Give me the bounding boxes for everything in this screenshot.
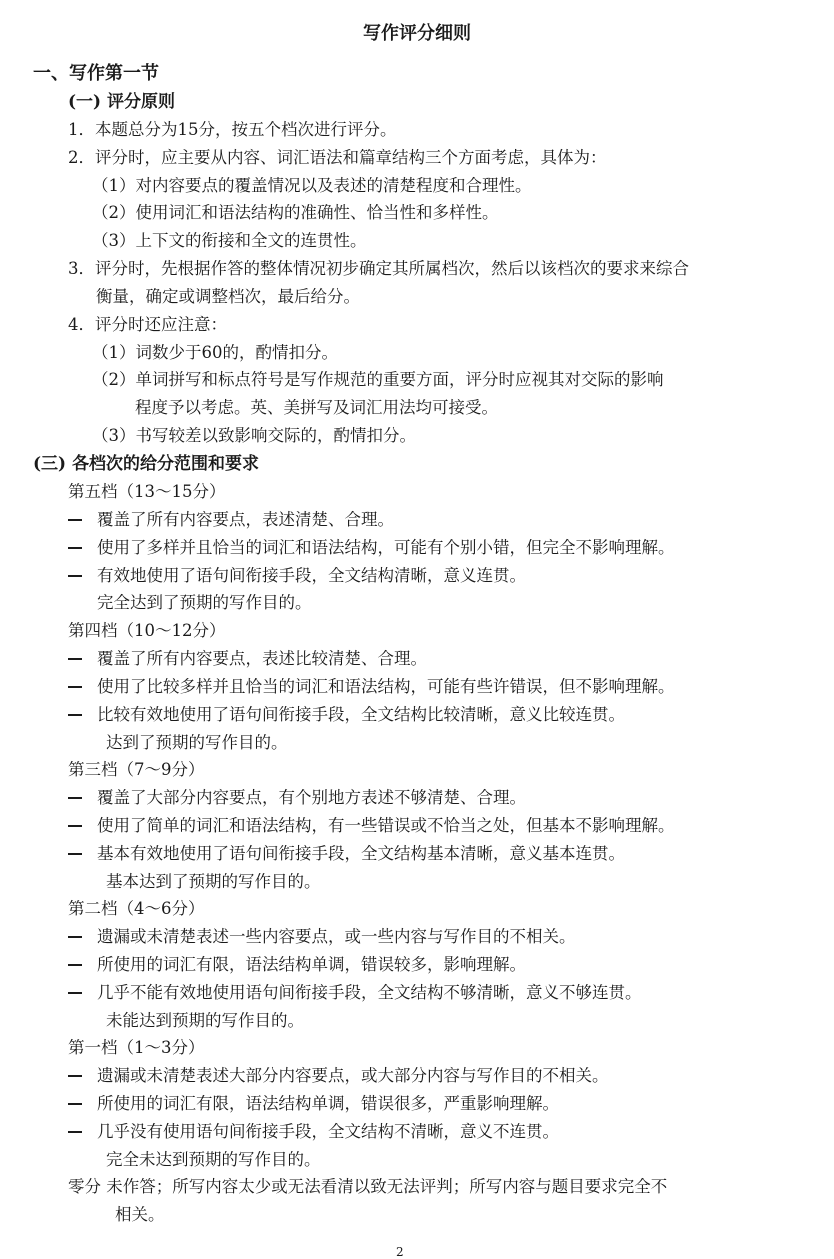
tier-item: 覆盖了所有内容要点，表述比较清楚、合理。 bbox=[97, 649, 427, 668]
tier-item: 覆盖了大部分内容要点，有个别地方表述不够清楚、合理。 bbox=[97, 788, 526, 807]
principles-heading: (一) 评分原则 bbox=[68, 92, 176, 112]
tier-item: 覆盖了所有内容要点，表述清楚、合理。 bbox=[97, 510, 394, 529]
dash-bullet bbox=[68, 992, 82, 994]
tier-label: 第五档（13～15分） bbox=[68, 482, 226, 501]
dash-bullet bbox=[68, 1131, 82, 1133]
dash-bullet bbox=[68, 714, 82, 716]
principle-3: 3．评分时，先根据作答的整体情况初步确定其所属档次，然后以该档次的要求来综合 bbox=[68, 259, 689, 278]
principle-2-item: （1）对内容要点的覆盖情况以及表述的清楚程度和合理性。 bbox=[92, 176, 532, 195]
principle-4-item: （1）词数少于60的，酌情扣分。 bbox=[92, 343, 338, 362]
tier-label: 第三档（7～9分） bbox=[68, 760, 205, 779]
tier-item: 所使用的词汇有限，语法结构单调，错误较多，影响理解。 bbox=[97, 955, 526, 974]
dash-bullet bbox=[68, 658, 82, 660]
tier-item: 遗漏或未清楚表述大部分内容要点，或大部分内容与写作目的不相关。 bbox=[97, 1066, 609, 1085]
page-number: 2 bbox=[396, 1245, 404, 1259]
principle-3-continued: 衡量，确定或调整档次，最后给分。 bbox=[96, 287, 360, 306]
dash-bullet bbox=[68, 1075, 82, 1077]
tier-summary: 未能达到预期的写作目的。 bbox=[106, 1011, 304, 1030]
dash-bullet bbox=[68, 1103, 82, 1105]
principle-2-item: （3）上下文的衔接和全文的连贯性。 bbox=[92, 231, 367, 250]
tier-item: 使用了多样并且恰当的词汇和语法结构，可能有个别小错，但完全不影响理解。 bbox=[97, 538, 675, 557]
principle-4-item: （3）书写较差以致影响交际的，酌情扣分。 bbox=[92, 426, 416, 445]
tier-item: 比较有效地使用了语句间衔接手段，全文结构比较清晰，意义比较连贯。 bbox=[97, 705, 625, 724]
tier-label: 第一档（1～3分） bbox=[68, 1038, 205, 1057]
principle-2: 2．评分时，应主要从内容、词汇语法和篇章结构三个方面考虑，具体为： bbox=[68, 148, 607, 167]
dash-bullet bbox=[68, 686, 82, 688]
principle-4-item: （2）单词拼写和标点符号是写作规范的重要方面，评分时应视其对交际的影响 bbox=[92, 370, 664, 389]
dash-bullet bbox=[68, 519, 82, 521]
zero-score-continued: 相关。 bbox=[115, 1205, 165, 1224]
dash-bullet bbox=[68, 825, 82, 827]
tier-label: 第四档（10～12分） bbox=[68, 621, 226, 640]
principle-4-item-continued: 程度予以考虑。英、美拼写及词汇用法均可接受。 bbox=[135, 398, 498, 417]
tier-summary: 完全达到了预期的写作目的。 bbox=[97, 593, 312, 612]
zero-score-line: 零分 未作答；所写内容太少或无法看清以致无法评判；所写内容与题目要求完全不 bbox=[68, 1177, 668, 1196]
dash-bullet bbox=[68, 797, 82, 799]
dash-bullet bbox=[68, 936, 82, 938]
levels-heading: (三) 各档次的给分范围和要求 bbox=[33, 454, 260, 474]
tier-summary: 基本达到了预期的写作目的。 bbox=[106, 872, 321, 891]
tier-item: 使用了简单的词汇和语法结构，有一些错误或不恰当之处，但基本不影响理解。 bbox=[97, 816, 675, 835]
dash-bullet bbox=[68, 853, 82, 855]
tier-item: 有效地使用了语句间衔接手段，全文结构清晰，意义连贯。 bbox=[97, 566, 526, 585]
principle-1: 1．本题总分为15分，按五个档次进行评分。 bbox=[68, 120, 397, 139]
tier-item: 几乎没有使用语句间衔接手段，全文结构不清晰，意义不连贯。 bbox=[97, 1122, 559, 1141]
tier-item: 使用了比较多样并且恰当的词汇和语法结构，可能有些许错误，但不影响理解。 bbox=[97, 677, 675, 696]
section-heading: 一、写作第一节 bbox=[33, 63, 159, 84]
tier-summary: 达到了预期的写作目的。 bbox=[106, 733, 288, 752]
dash-bullet bbox=[68, 547, 82, 549]
page-title: 写作评分细则 bbox=[363, 23, 471, 44]
dash-bullet bbox=[68, 964, 82, 966]
tier-item: 所使用的词汇有限，语法结构单调，错误很多，严重影响理解。 bbox=[97, 1094, 559, 1113]
tier-summary: 完全未达到预期的写作目的。 bbox=[106, 1150, 321, 1169]
principle-2-item: （2）使用词汇和语法结构的准确性、恰当性和多样性。 bbox=[92, 203, 499, 222]
tier-label: 第二档（4～6分） bbox=[68, 899, 205, 918]
tier-item: 遗漏或未清楚表述一些内容要点，或一些内容与写作目的不相关。 bbox=[97, 927, 576, 946]
principle-4: 4．评分时还应注意： bbox=[68, 315, 227, 334]
tier-item: 几乎不能有效地使用语句间衔接手段，全文结构不够清晰，意义不够连贯。 bbox=[97, 983, 642, 1002]
tier-item: 基本有效地使用了语句间衔接手段，全文结构基本清晰，意义基本连贯。 bbox=[97, 844, 625, 863]
dash-bullet bbox=[68, 575, 82, 577]
